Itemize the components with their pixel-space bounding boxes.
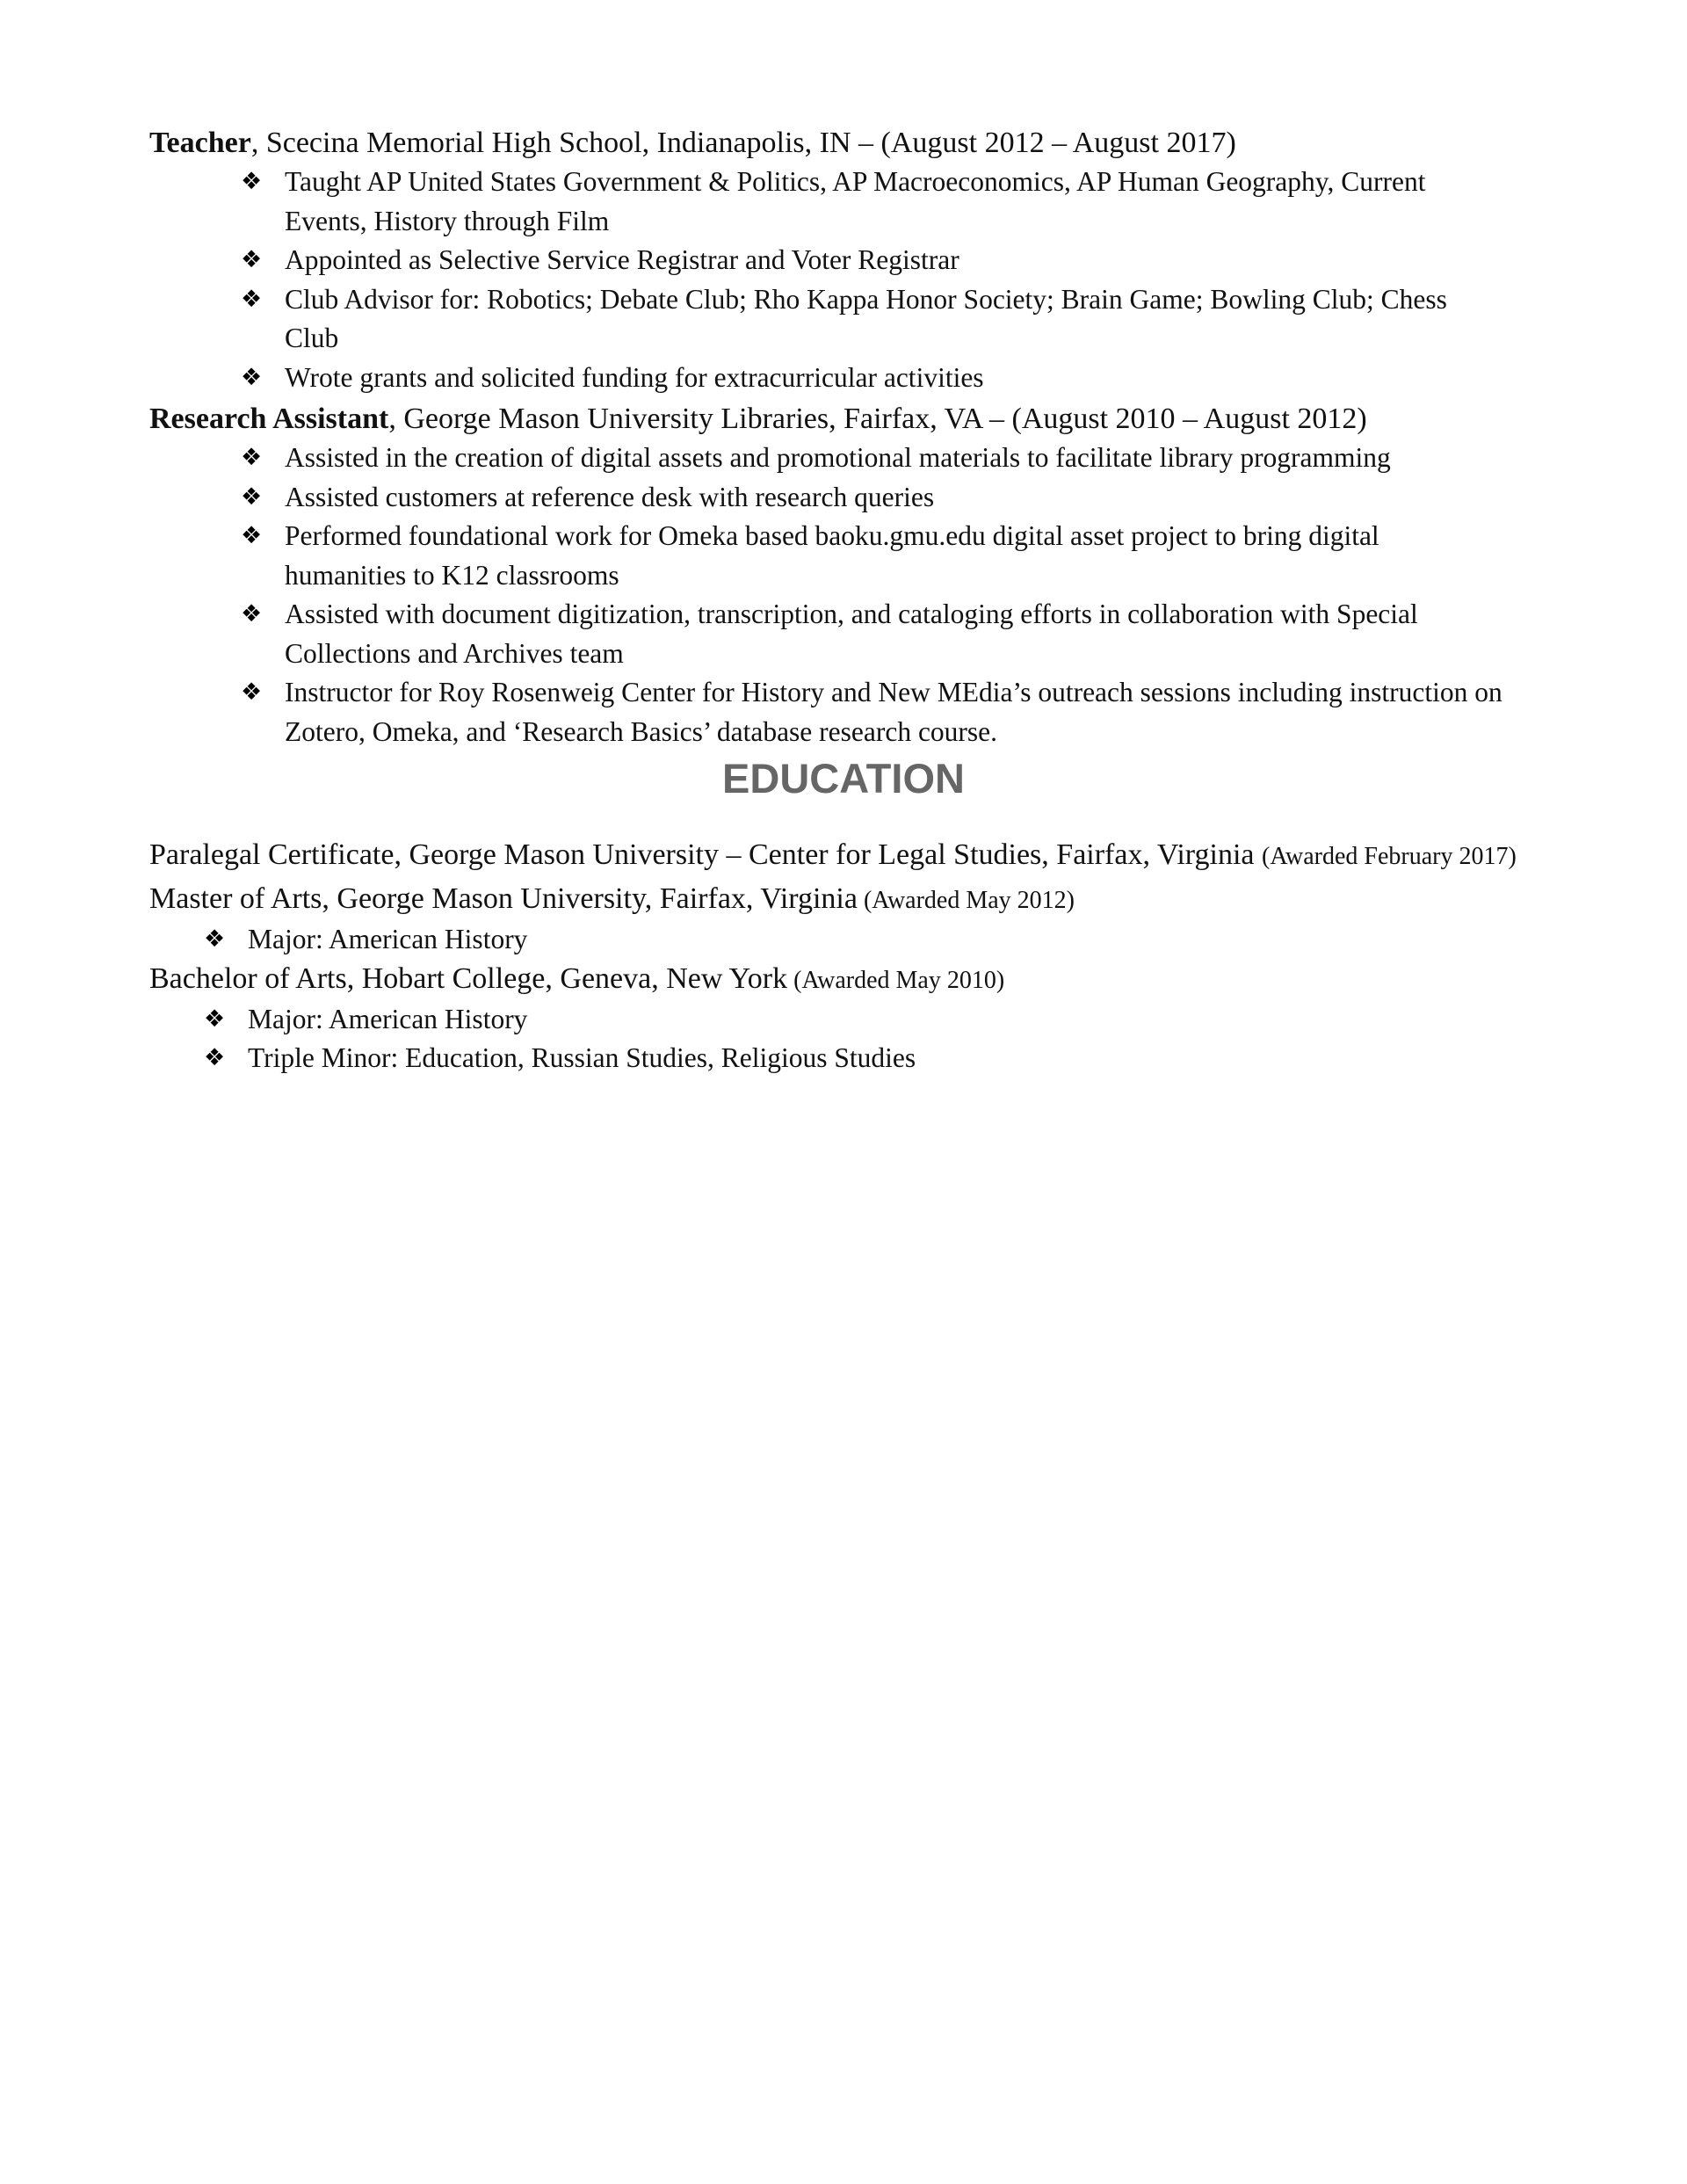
job-details: , George Mason University Libraries, Fairfax, VA – (August 2010 – August 2012) bbox=[388, 403, 1367, 435]
job-title: Research Assistant bbox=[149, 403, 389, 435]
bullet-text: Instructor for Roy Rosenweig Center for History and New MEdia’s outreach sessions including instruction on Zotero, Omeka, and ‘Research Basics’ database research course. bbox=[285, 677, 1502, 747]
diamond-bullet-icon: ❖ bbox=[204, 1005, 226, 1033]
bullet-text: Assisted customers at reference desk with research queries bbox=[285, 481, 935, 512]
list-item bbox=[204, 1039, 1538, 1078]
award-date: (Awarded May 2012) bbox=[857, 887, 1075, 914]
list-item bbox=[241, 163, 1506, 241]
job-title: Teacher bbox=[149, 127, 251, 159]
bullet-text: Club Advisor for: Robotics; Debate Club; Rho Kappa Honor Society; Brain Game; Bowling Club; Chess Club bbox=[285, 283, 1447, 353]
diamond-bullet-icon: ❖ bbox=[241, 168, 263, 195]
diamond-bullet-icon: ❖ bbox=[241, 678, 263, 706]
list-item bbox=[241, 673, 1506, 751]
diamond-bullet-icon: ❖ bbox=[204, 1044, 226, 1071]
award-date: (Awarded February 2017) bbox=[1262, 843, 1517, 870]
degree-text: Bachelor of Arts, Hobart College, Geneva, New York bbox=[149, 961, 788, 995]
diamond-bullet-icon: ❖ bbox=[241, 522, 263, 549]
list-item bbox=[204, 920, 1538, 960]
bullet-text: Taught AP United States Government & Politics, AP Macroeconomics, AP Human Geography, Current Events, History through Film bbox=[285, 166, 1426, 236]
bullet-text: Major: American History bbox=[248, 924, 528, 954]
list-item bbox=[241, 280, 1506, 359]
job-heading bbox=[149, 400, 1555, 439]
list-item bbox=[241, 595, 1506, 673]
job-details: , Scecina Memorial High School, Indianapolis, IN – (August 2012 – August 2017) bbox=[250, 127, 1236, 159]
list-item bbox=[241, 439, 1506, 478]
job-entry-teacher bbox=[149, 124, 1555, 397]
degree-text: Master of Arts, George Mason University, Fairfax, Virginia bbox=[149, 882, 858, 915]
degree-bullet-list bbox=[204, 920, 1538, 960]
diamond-bullet-icon: ❖ bbox=[241, 363, 263, 391]
bullet-text: Assisted with document digitization, transcription, and cataloging efforts in collaboration with Special Collections and Archives team bbox=[285, 599, 1418, 669]
bullet-text: Triple Minor: Education, Russian Studies, Religious Studies bbox=[248, 1042, 916, 1073]
degree-bullet-list bbox=[204, 1000, 1538, 1078]
bullet-text: Appointed as Selective Service Registrar and Voter Registrar bbox=[285, 244, 959, 275]
job-bullet-list bbox=[241, 439, 1506, 751]
education-list bbox=[149, 836, 1538, 1078]
job-bullet-list bbox=[241, 163, 1506, 397]
diamond-bullet-icon: ❖ bbox=[204, 925, 226, 953]
degree-entry bbox=[149, 960, 1538, 1000]
diamond-bullet-icon: ❖ bbox=[241, 600, 263, 628]
diamond-bullet-icon: ❖ bbox=[241, 285, 263, 313]
diamond-bullet-icon: ❖ bbox=[241, 444, 263, 471]
bullet-text: Performed foundational work for Omeka based baoku.gmu.edu digital asset project to bring digital humanities to K12 classrooms bbox=[285, 520, 1379, 591]
education-heading: EDUCATION bbox=[722, 755, 965, 802]
diamond-bullet-icon: ❖ bbox=[241, 246, 263, 273]
bullet-text: Wrote grants and solicited funding for extracurricular activities bbox=[285, 361, 984, 393]
list-item bbox=[241, 359, 1506, 398]
bullet-text: Assisted in the creation of digital assets and promotional materials to facilitate library programming bbox=[285, 442, 1391, 473]
degree-text: Paralegal Certificate, George Mason University – Center for Legal Studies, Fairfax, Virginia bbox=[149, 838, 1263, 871]
list-item bbox=[204, 1000, 1538, 1040]
job-entry-research-assistant bbox=[149, 400, 1555, 751]
list-item bbox=[241, 478, 1506, 518]
bullet-text: Major: American History bbox=[248, 1003, 528, 1034]
award-date: (Awarded May 2010) bbox=[787, 966, 1005, 994]
degree-entry bbox=[149, 836, 1538, 876]
list-item bbox=[241, 517, 1506, 595]
diamond-bullet-icon: ❖ bbox=[241, 483, 263, 511]
job-heading bbox=[149, 124, 1555, 163]
degree-entry bbox=[149, 880, 1538, 920]
list-item bbox=[241, 241, 1506, 280]
